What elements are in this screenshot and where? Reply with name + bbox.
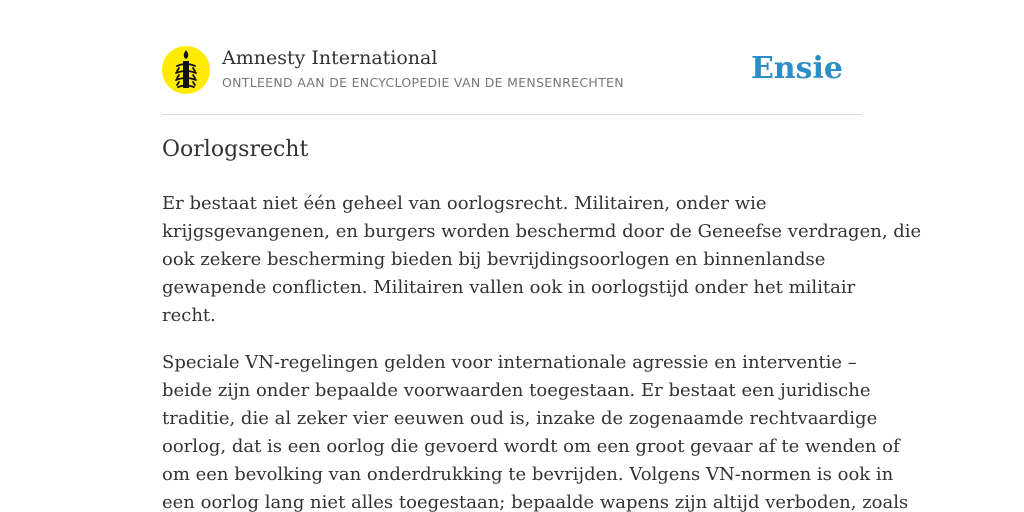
paragraph-line: beide zijn onder bepaalde voorwaarden toegestaan. Er bestaat een juridische [162, 380, 871, 401]
paragraph-line: om een bevolking van onderdrukking te bevrijden. Volgens VN-normen is ook in [162, 464, 894, 485]
paragraph-line: krijgsgevangenen, en burgers worden beschermd door de Geneefse verdragen, die [162, 221, 922, 242]
paragraph-line: recht. [162, 305, 216, 326]
paragraph-line: traditie, die al zeker vier eeuwen oud is, inzake de zogenaamde rechtvaardige [162, 408, 878, 429]
organization-name: Amnesty International [222, 47, 438, 69]
paragraph-line: ook zekere bescherming bieden bij bevrijdingsoorlogen en binnenlandse [162, 249, 826, 270]
article-title: Oorlogsrecht [162, 137, 309, 162]
source-subtitle: ONTLEEND AAN DE ENCYCLOPEDIE VAN DE MENSENRECHTEN [222, 75, 624, 90]
article-header [162, 46, 862, 115]
paragraph-line: gewapende conflicten. Militairen vallen ook in oorlogstijd onder het militair [162, 277, 856, 298]
article-body [162, 190, 922, 512]
paragraph-line: oorlog, dat is een oorlog die gevoerd wordt om een groot gevaar af te wenden of [162, 436, 900, 457]
paragraph-line: Er bestaat niet één geheel van oorlogsrecht. Militairen, onder wie [162, 193, 767, 214]
paragraph-line: Speciale VN-regelingen gelden voor internationale agressie en interventie – [162, 352, 857, 373]
candle-in-barbed-wire-icon [162, 46, 210, 94]
paragraph-line: een oorlog lang niet alles toegestaan; bepaalde wapens zijn altijd verboden, zoals [162, 492, 909, 512]
ensie-site-logo[interactable]: Ensie [750, 51, 843, 86]
article-paragraph [162, 349, 909, 512]
article-paragraph [162, 190, 922, 330]
